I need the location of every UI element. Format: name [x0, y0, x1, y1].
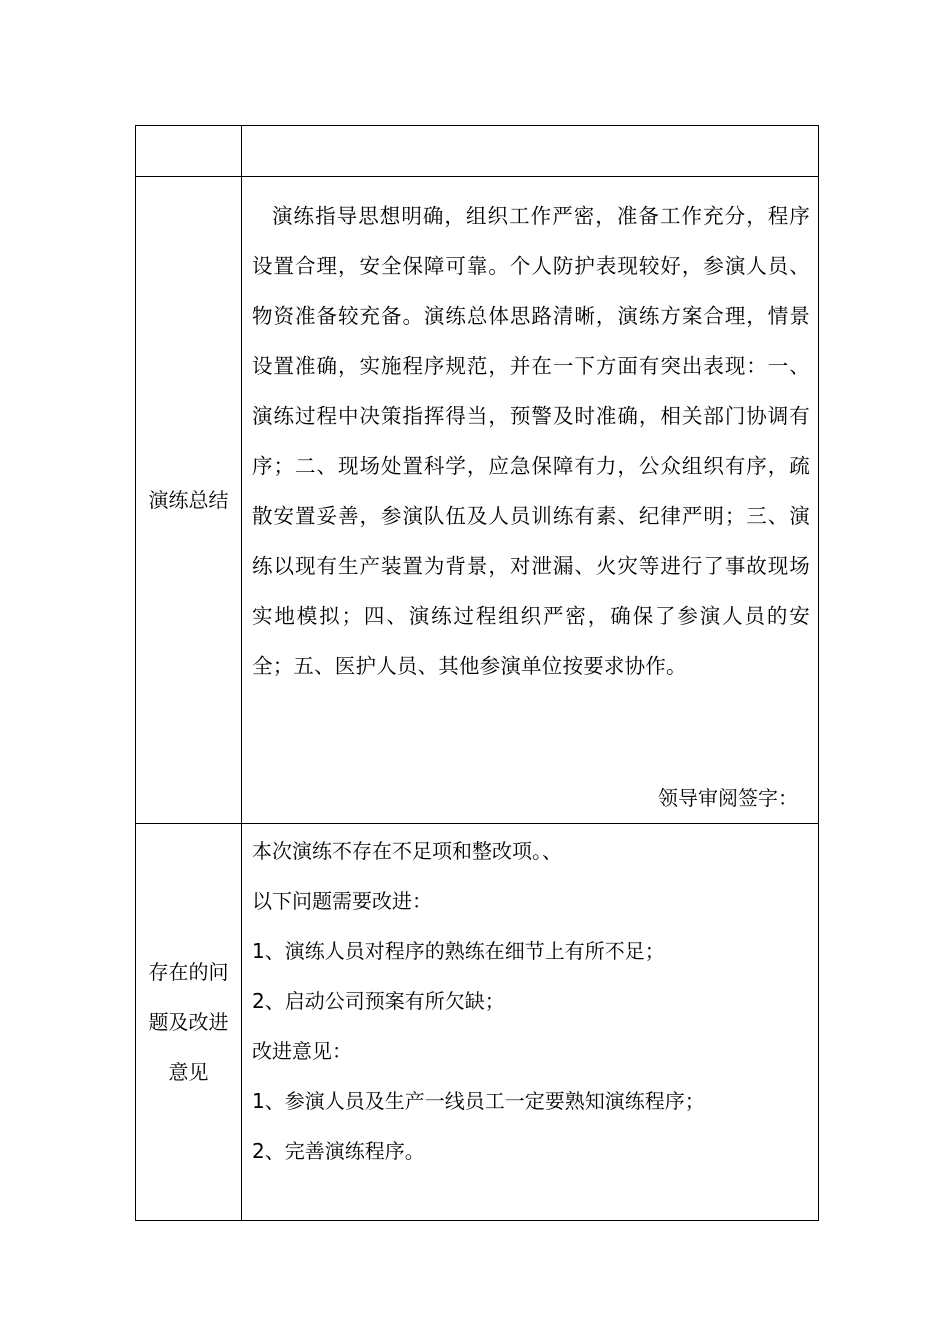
issues-label-line: 意见	[168, 1060, 209, 1084]
empty-label-cell	[136, 126, 242, 177]
table-row-empty	[136, 126, 819, 177]
issue-line: 2、启动公司预案有所欠缺；	[252, 989, 505, 1013]
leader-signature-label: 领导审阅签字：	[658, 786, 798, 810]
summary-label: 演练总结	[136, 177, 242, 824]
issues-list	[242, 824, 818, 1176]
issue-line: 1、参演人员及生产一线员工一定要熟知演练程序；	[252, 1089, 705, 1113]
table-row-summary	[136, 177, 819, 824]
summary-text: 演练指导思想明确，组织工作严密，准备工作充分，程序设置合理，安全保障可靠。个人防护表现较好，参演人员、物资准备较充备。演练总体思路清晰，演练方案合理，情景设置准确，实施程序规范，并在一下方面有突出表现：一、演练过程中决策指挥得当，预警及时准确，相关部门协调有序；二、现场处置科学，应急保障有力，公众组织有序，疏散安置妥善，参演队伍及人员训练有素、纪律严明；三、演练以现有生产装置为背景，对泄漏、火灾等进行了事故现场实地模拟；四、演练过程组织严密，确保了参演人员的安全；五、医护人员、其他参演单位按要求协作。	[252, 204, 810, 678]
issues-label	[136, 824, 242, 1221]
issues-content-cell	[242, 824, 819, 1221]
summary-content-cell	[242, 177, 819, 824]
issue-line: 以下问题需要改进：	[252, 889, 432, 913]
issues-label-line: 存在的问	[148, 960, 229, 984]
issue-line: 改进意见：	[252, 1039, 352, 1063]
issues-label-line: 题及改进	[148, 1010, 229, 1034]
empty-content-cell	[242, 126, 819, 177]
drill-report-table	[135, 125, 819, 1221]
table-row-issues	[136, 824, 819, 1221]
issue-line: 2、完善演练程序。	[252, 1139, 425, 1163]
issue-line: 1、演练人员对程序的熟练在细节上有所不足；	[252, 939, 665, 963]
issue-line: 本次演练不存在不足项和整改项。、	[252, 839, 562, 863]
